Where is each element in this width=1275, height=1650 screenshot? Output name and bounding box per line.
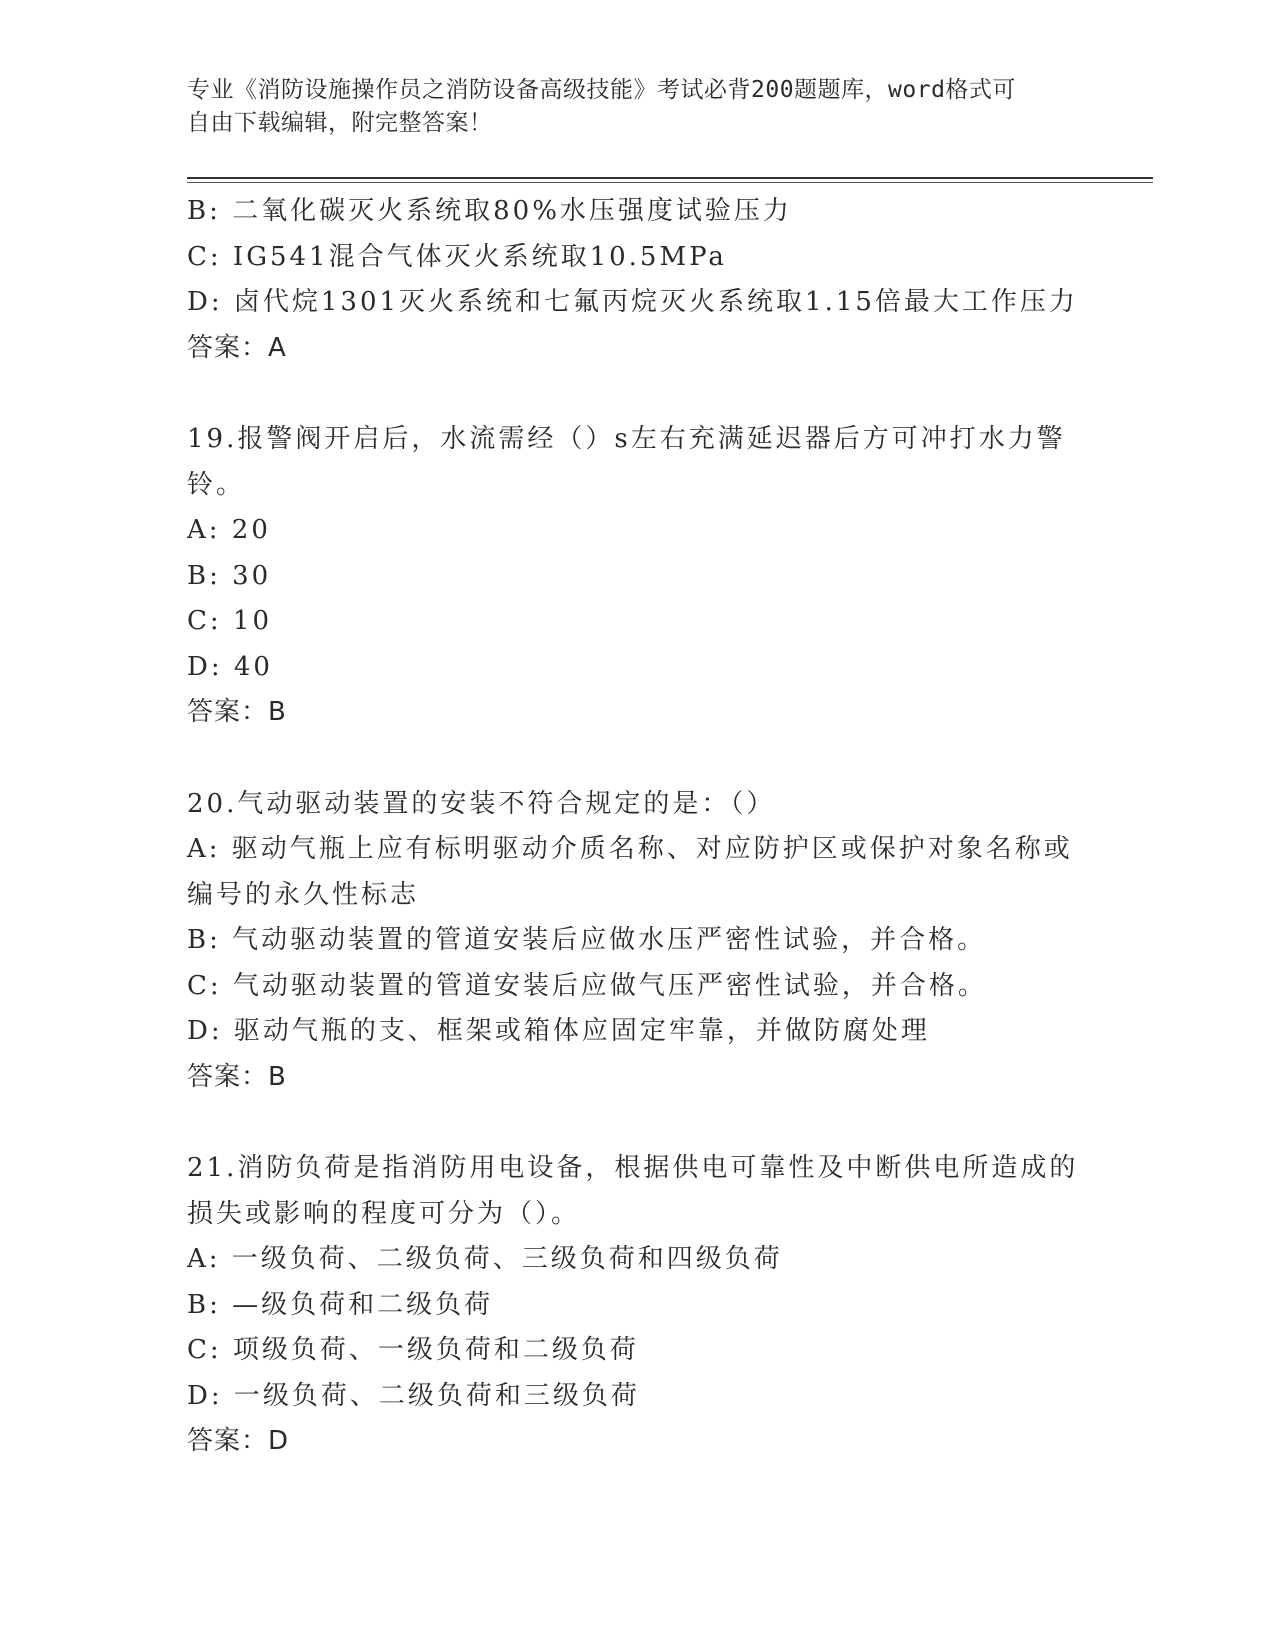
question-list <box>187 189 1087 1465</box>
option-c: C: 项级负荷、一级负荷和二级负荷 <box>187 1335 639 1365</box>
option-a: A: 20 <box>187 515 271 545</box>
spacer <box>187 736 1087 782</box>
question-stem-continued: 铃。 <box>187 469 246 500</box>
option-d: D: 40 <box>187 651 273 682</box>
option-c: C: 10 <box>187 606 273 636</box>
header-line-2: 自由下载编辑，附完整答案！ <box>187 110 493 136</box>
question-stem: 20.气动驱动装置的安装不符合规定的是：（） <box>187 788 776 819</box>
option-c: C: IG541混合气体灭火系统取10.5MPa <box>187 241 727 272</box>
spacer <box>187 1100 1087 1146</box>
question-stem-continued: 损失或影响的程度可分为（）。 <box>187 1198 581 1229</box>
answer: 答案：A <box>187 332 287 363</box>
question-20 <box>187 782 1087 1101</box>
option-d: D: 卤代烷1301灭火系统和七氟丙烷灭火系统取1.15倍最大工作压力 <box>187 287 1078 317</box>
question-19 <box>187 417 1087 736</box>
question-21 <box>187 1146 1087 1465</box>
spacer <box>187 371 1087 417</box>
header-rule-thick <box>187 177 1153 179</box>
option-a-continued: 编号的永久性标志 <box>187 879 420 910</box>
option-a: A: 一级负荷、二级负荷、三级负荷和四级负荷 <box>187 1244 783 1274</box>
question-stem: 19.报警阀开启后，水流需经（）s左右充满延迟器后方可冲打水力警 <box>187 424 1066 454</box>
option-d: D: 一级负荷、二级负荷和三级负荷 <box>187 1380 640 1411</box>
option-b: B: 气动驱动装置的管道安装后应做水压严密性试验，并合格。 <box>187 925 987 955</box>
answer: 答案：B <box>187 1061 287 1092</box>
header-line-1: 专业《消防设施操作员之消防设备高级技能》考试必背200题题库，word格式可 <box>187 77 1016 103</box>
option-b: B: —级负荷和二级负荷 <box>187 1289 494 1320</box>
question-stem: 21.消防负荷是指消防用电设备，根据供电可靠性及中断供电所造成的 <box>187 1153 1079 1183</box>
option-d: D: 驱动气瓶的支、框架或箱体应固定牢靠，并做防腐处理 <box>187 1016 930 1046</box>
option-c: C: 气动驱动装置的管道安装后应做气压严密性试验，并合格。 <box>187 970 987 1001</box>
option-a: A: 驱动气瓶上应有标明驱动介质名称、对应防护区或保护对象名称或 <box>187 834 1073 864</box>
option-b: B: 二氧化碳灭火系统取80%水压强度试验压力 <box>187 196 792 226</box>
document-header <box>187 74 1067 140</box>
header-rule-thin <box>187 182 1153 183</box>
question-18-tail <box>187 189 1087 371</box>
answer: 答案：D <box>187 1426 290 1456</box>
option-b: B: 30 <box>187 560 272 591</box>
answer: 答案：B <box>187 697 287 727</box>
